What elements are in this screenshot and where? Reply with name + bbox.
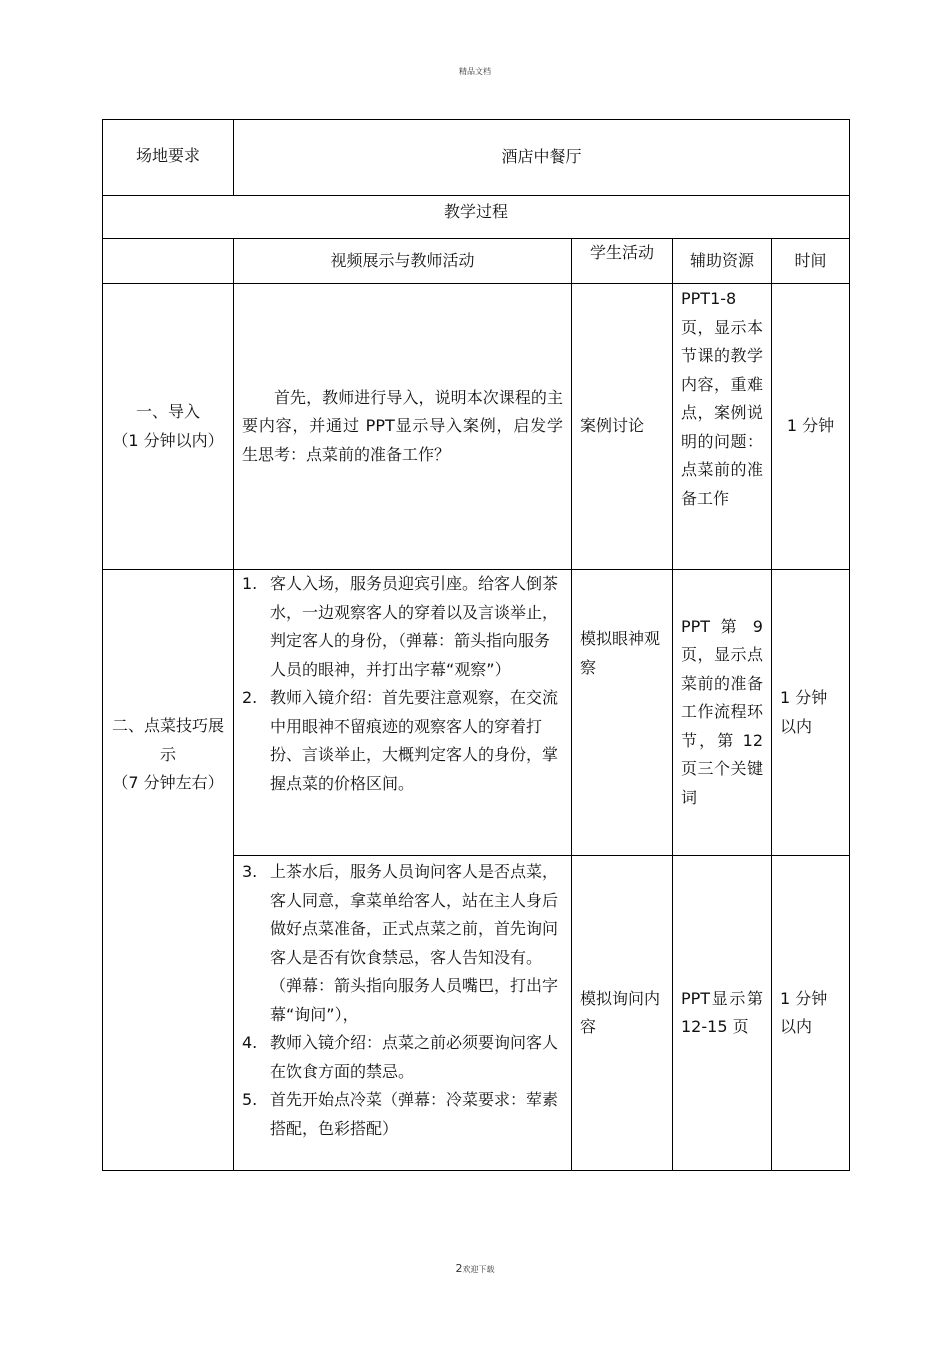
header-note: 精品文档 xyxy=(459,67,491,76)
student-cell: 案例讨论 xyxy=(572,284,673,570)
resources-cell: PPT1-8页，显示本节课的教学内容，重难点，案例说明的问题：点菜前的准备工作 xyxy=(673,284,772,570)
list-item xyxy=(242,858,563,1029)
activity-list xyxy=(242,858,563,1143)
time-cell: 1 分钟 xyxy=(772,284,850,570)
student-cell: 模拟询问内容 xyxy=(572,856,673,1171)
list-number: 4. xyxy=(242,1033,258,1052)
list-text: 教师入镜介绍：点菜之前必须要询问客人在饮食方面的禁忌。 xyxy=(270,1033,559,1081)
list-text: 首先开始点冷菜（弹幕：冷菜要求：荤素搭配，色彩搭配） xyxy=(270,1090,559,1138)
list-item xyxy=(242,1086,563,1143)
resources-cell: PPT显示第 12-15 页 xyxy=(673,856,772,1171)
list-number: 5. xyxy=(242,1090,258,1109)
section-title-row xyxy=(103,196,850,239)
header-blank xyxy=(103,239,234,284)
header-time: 时间 xyxy=(772,239,850,284)
header-activity: 视频展示与教师活动 xyxy=(234,239,572,284)
page-footer xyxy=(0,1262,950,1275)
list-number: 2. xyxy=(242,688,258,707)
column-header-row xyxy=(103,239,850,284)
list-item xyxy=(242,1029,563,1086)
venue-label: 场地要求 xyxy=(103,120,234,196)
time-cell: 1 分钟以内 xyxy=(772,570,850,856)
list-text: 教师入镜介绍：首先要注意观察，在交流中用眼神不留痕迹的观察客人的穿着打扮、言谈举止，大概判定客人的身份，掌握点菜的价格区间。 xyxy=(270,688,559,793)
venue-row xyxy=(103,120,850,196)
list-text: 客人入场，服务员迎宾引座。给客人倒茶水，一边观察客人的穿着以及言谈举止，判定客人的身份，（弹幕：箭头指向服务人员的眼神，并打出字幕“观察”） xyxy=(270,574,559,679)
table-row xyxy=(103,570,850,856)
list-text: 上茶水后，服务人员询问客人是否点菜，客人同意，拿菜单给客人，站在主人身后做好点菜准备，正式点菜之前，首先询问客人是否有饮食禁忌，客人告知没有。（弹幕：箭头指向服务人员嘴巴，打出字幕“询问”）， xyxy=(270,862,559,1024)
header-student: 学生活动 xyxy=(572,239,673,284)
header-resources: 辅助资源 xyxy=(673,239,772,284)
activity-list xyxy=(242,570,563,798)
list-item xyxy=(242,684,563,798)
list-number: 3. xyxy=(242,862,258,881)
section-title: 教学过程 xyxy=(103,196,850,239)
stage-cell: 二、点菜技巧展示 （7 分钟左右） xyxy=(103,570,234,1171)
stage-cell: 一、导入 （1 分钟以内） xyxy=(103,284,234,570)
activity-cell xyxy=(234,570,572,856)
venue-value: 酒店中餐厅 xyxy=(234,120,850,196)
page-number: 2 xyxy=(455,1262,463,1275)
footer-text: 欢迎下载 xyxy=(462,1265,495,1274)
list-item xyxy=(242,570,563,684)
resources-cell: PPT 第 9 页，显示点菜前的准备工作流程环节，第 12 页三个关键词 xyxy=(673,570,772,856)
activity-cell: 首先，教师进行导入，说明本次课程的主要内容，并通过 PPT显示导入案例，启发学生思考：点菜前的准备工作？ xyxy=(234,284,572,570)
table-row xyxy=(103,284,850,570)
time-cell: 1 分钟以内 xyxy=(772,856,850,1171)
list-number: 1. xyxy=(242,574,258,593)
student-cell: 模拟眼神观察 xyxy=(572,570,673,856)
teaching-plan-table xyxy=(102,119,850,1171)
activity-cell xyxy=(234,856,572,1171)
